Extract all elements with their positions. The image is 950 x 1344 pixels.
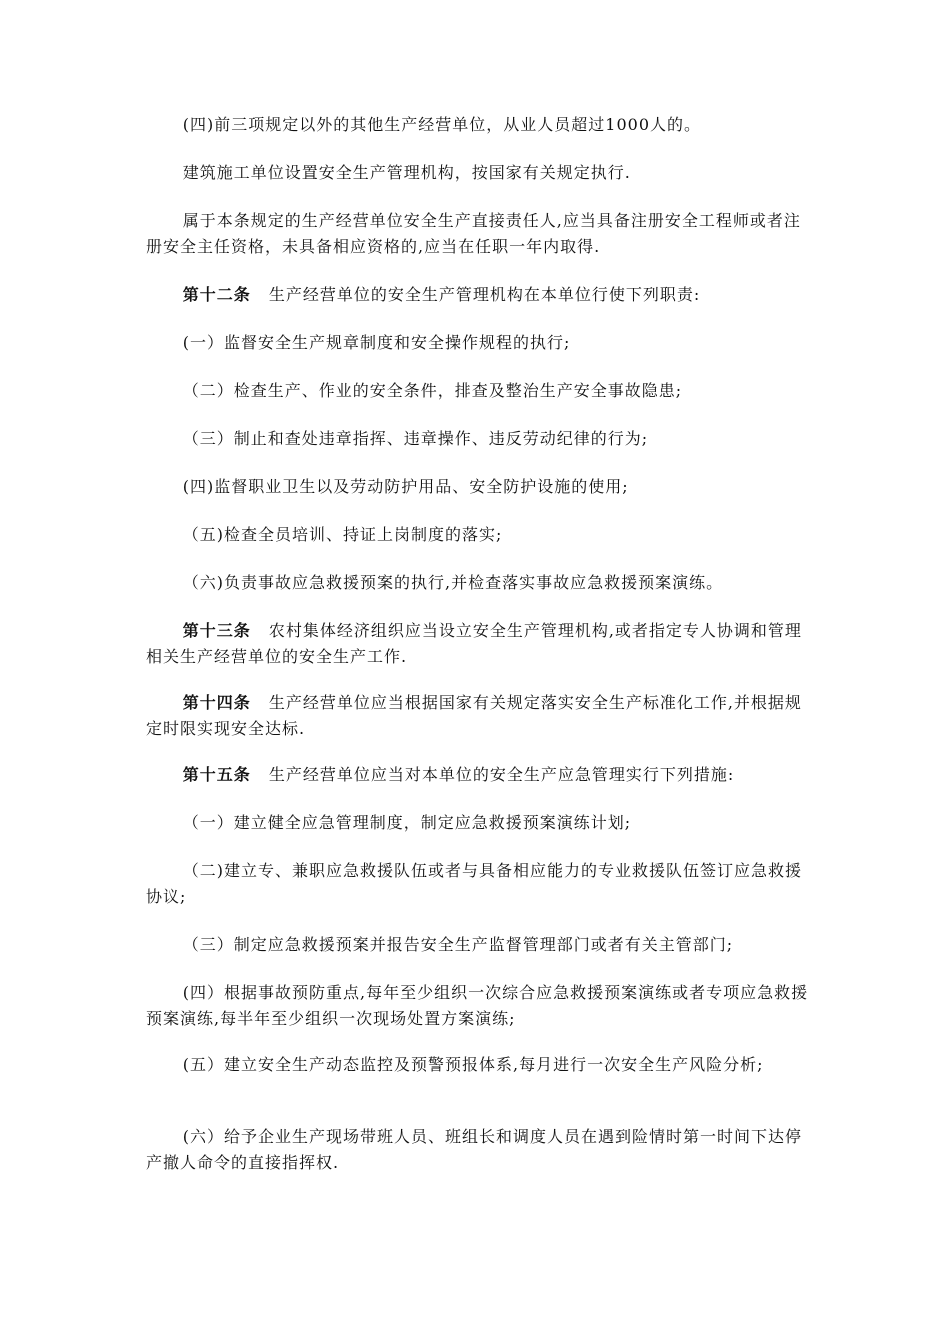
paragraph-16: [146, 932, 810, 958]
paragraph-text: （六)负责事故应急救援预案的执行,并检查落实事故应急救援预案演练。: [182, 573, 724, 592]
paragraph-text: (四)前三项规定以外的其他生产经营单位，从业人员超过1000人的。: [182, 115, 702, 134]
article-13: [146, 618, 810, 670]
paragraph-text: 建筑施工单位设置安全生产管理机构，按国家有关规定执行.: [182, 163, 631, 182]
paragraph-text: 属于本条规定的生产经营单位安全生产直接责任人,应当具备注册安全工程师或者注册安全主任资格，未具备相应资格的,应当在任职一年内取得.: [146, 211, 801, 256]
paragraph-text: （三）制定应急救援预案并报告安全生产监督管理部门或者有关主管部门;: [182, 935, 734, 954]
paragraph-text: 生产经营单位的安全生产管理机构在本单位行使下列职责:: [268, 285, 701, 304]
article-number: 第十三条: [182, 621, 251, 640]
paragraph-text: (四)监督职业卫生以及劳动防护用品、安全防护设施的使用;: [182, 477, 629, 496]
paragraph-15: [146, 858, 810, 910]
paragraph-7: [146, 426, 810, 452]
paragraph-text: 生产经营单位应当根据国家有关规定落实安全生产标准化工作,并根据规定时限实现安全达标.: [146, 693, 802, 738]
article-12: [146, 282, 810, 308]
paragraph-9: [146, 522, 810, 548]
paragraph-text: (五）建立安全生产动态监控及预警预报体系,每月进行一次安全生产风险分析;: [182, 1055, 764, 1074]
paragraph-17: [146, 980, 810, 1032]
paragraph-text: (四）根据事故预防重点,每年至少组织一次综合应急救援预案演练或者专项应急救援预案演练,每半年至少组织一次现场处置方案演练;: [146, 983, 809, 1028]
paragraph-text: (一）监督安全生产规章制度和安全操作规程的执行;: [182, 333, 571, 352]
paragraph-14: [146, 810, 810, 836]
paragraph-2: [146, 160, 810, 186]
article-15: [146, 762, 810, 788]
paragraph-1: [146, 112, 810, 138]
paragraph-6: [146, 378, 810, 404]
paragraph-19: [146, 1124, 810, 1176]
paragraph-text: （五)检查全员培训、持证上岗制度的落实;: [182, 525, 503, 544]
paragraph-text: 农村集体经济组织应当设立安全生产管理机构,或者指定专人协调和管理相关生产经营单位的安全生产工作.: [146, 621, 802, 666]
paragraph-text: (六）给予企业生产现场带班人员、班组长和调度人员在遇到险情时第一时间下达停产撤人命令的直接指挥权.: [146, 1127, 803, 1172]
paragraph-text: 生产经营单位应当对本单位的安全生产应急管理实行下列措施:: [268, 765, 735, 784]
paragraph-text: （二）检查生产、作业的安全条件，排查及整治生产安全事故隐患;: [182, 381, 683, 400]
article-number: 第十二条: [182, 285, 251, 304]
paragraph-8: [146, 474, 810, 500]
paragraph-18: [146, 1052, 810, 1078]
paragraph-text: （二)建立专、兼职应急救援队伍或者与具备相应能力的专业救援队伍签订应急救援协议;: [146, 861, 803, 906]
article-number: 第十四条: [182, 693, 251, 712]
paragraph-text: （三）制止和查处违章指挥、违章操作、违反劳动纪律的行为;: [182, 429, 649, 448]
paragraph-5: [146, 330, 810, 356]
paragraph-3: [146, 208, 810, 260]
article-14: [146, 690, 810, 742]
paragraph-text: （一）建立健全应急管理制度，制定应急救援预案演练计划;: [182, 813, 632, 832]
article-number: 第十五条: [182, 765, 251, 784]
paragraph-10: [146, 570, 810, 596]
